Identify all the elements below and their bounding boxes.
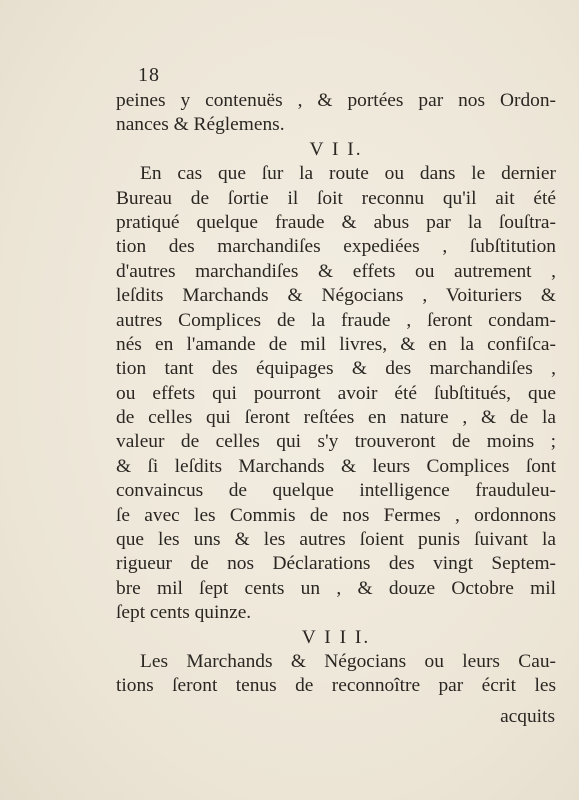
article-heading-vii: V I I. (309, 138, 363, 160)
text-line: autres Complices de la fraude , ſeront condam- (116, 309, 556, 331)
text-line: bre mil ſept cents un , & douze Octobre mil (116, 577, 556, 599)
text-line: peines y contenuës , & portées par nos Ordon- (116, 90, 556, 111)
text-line: que les uns & les autres ſoient punis ſuivant la (116, 529, 556, 551)
text-line: ou effets qui pourront avoir été ſubſtitués, que (116, 382, 556, 404)
text-line: Bureau de ſortie il ſoit reconnu qu'il ait été (116, 187, 556, 209)
text-line: & ſi leſdits Marchands & leurs Complices ſont (116, 455, 556, 477)
text-line: En cas que ſur la route ou dans le dernier (140, 163, 556, 185)
text-line: Les Marchands & Négocians ou leurs Cau- (140, 650, 556, 672)
text-line: rigueur de nos Déclarations des vingt Septem- (116, 553, 556, 575)
text-line: ſe avec les Commis de nos Fermes , ordonnons (116, 504, 556, 526)
text-line: tions ſeront tenus de reconnoître par écrit les (116, 675, 556, 697)
catchword: acquits (500, 706, 555, 727)
text-line: leſdits Marchands & Négocians , Voituriers & (116, 285, 556, 307)
text-line: convaincus de quelque intelligence frauduleu- (116, 480, 556, 502)
page-number: 18 (138, 64, 160, 86)
text-line: de celles qui ſeront reſtées en nature , & de la (116, 407, 556, 429)
page-text (116, 89, 556, 699)
text-line: nés en l'amande de mil livres, & en la confiſca- (116, 333, 556, 355)
text-line: tion tant des équipages & des marchandiſes , (116, 358, 556, 380)
text-line: nances & Réglemens. (116, 114, 285, 136)
text-line: tion des marchandiſes expediées , ſubſtitution (116, 236, 556, 258)
text-line: valeur de celles qui s'y trouveront de moins ; (116, 431, 556, 453)
article-heading-viii: V I I I. (301, 626, 371, 648)
text-line: ſept cents quinze. (116, 602, 252, 624)
text-line: d'autres marchandiſes & effets ou autrement , (116, 260, 556, 282)
text-line: pratiqué quelque fraude & abus par la ſouſtra- (116, 211, 556, 233)
